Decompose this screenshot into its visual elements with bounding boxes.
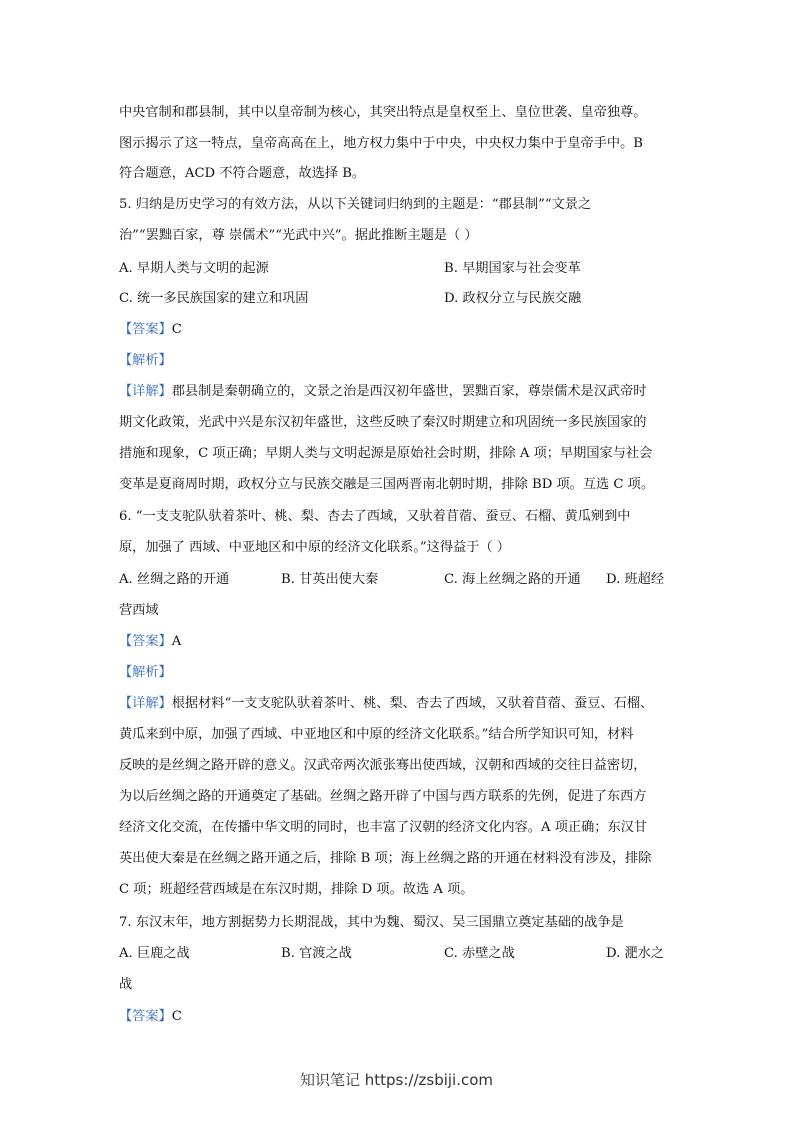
q5-option-c: C. 统一多民族国家的建立和巩固 <box>119 291 309 306</box>
q6-detail-line-6: 英出使大秦是在丝绸之路开通之后，排除 B 项；海上丝绸之路的开通在材料没有涉及，排除 <box>119 851 652 866</box>
q6-detail-line-1 <box>119 694 679 714</box>
q7-option-d-continued: 战 <box>119 977 133 992</box>
intro-line-1: 中央官制和郡县制，其中以皇帝制为核心，其突出特点是皇权至上、皇位世袭、皇帝独尊。 <box>119 105 647 120</box>
q5-detail-line-2: 期文化政策，光武中兴是东汉初年盛世，这些反映了秦汉时期建立和巩固统一多民族国家的 <box>119 415 647 430</box>
answer-tag: 【答案】 <box>119 634 172 649</box>
q5-analysis-heading <box>119 351 679 371</box>
q7-option-b: B. 官渡之战 <box>281 946 352 961</box>
intro-line-2: 图示揭示了这一特点，皇帝高高在上，地方权力集中于中央，中央权力集中于皇帝手中。B <box>119 136 643 151</box>
analysis-tag: 【解析】 <box>119 353 172 368</box>
q5-option-d: D. 政权分立与民族交融 <box>444 291 582 306</box>
q5-detail-line-3: 措施和现象，C 项正确；早期人类与文明起源是原始社会时期，排除 A 项；早期国家与社会 <box>119 446 653 461</box>
q7-option-a: A. 巨鹿之战 <box>119 946 190 961</box>
detail-text: 根据材料“一支支驼队驮着茶叶、桃、梨、杏去了西域，又驮着苜蓿、蚕豆、石榴、 <box>171 696 654 711</box>
q6-option-d-continued: 营西域 <box>119 603 159 618</box>
q6-detail-line-7: C 项；班超经营西域是在东汉时期，排除 D 项。故选 A 项。 <box>119 882 474 897</box>
q6-detail-line-2: 黄瓜来到中原，加强了西域、中亚地区和中原的经济文化联系。”结合所学知识可知，材料 <box>119 727 634 742</box>
q5-stem-line-2: 治”“罢黜百家，尊 崇儒术”“光武中兴”。据此推断主题是（ ） <box>119 228 478 243</box>
q6-detail-line-5: 经济文化交流，在传播中华文明的同时，也丰富了汉朝的经济文化内容。A 项正确；东汉甘 <box>119 820 648 835</box>
q7-option-d: D. 淝水之 <box>606 946 665 961</box>
q6-stem-line-1: 6. “一支支驼队驮着茶叶、桃、梨、杏去了西域，又驮着苜蓿、蚕豆、石榴、黄瓜剜到中 <box>119 509 631 524</box>
q5-detail-line-1 <box>119 382 679 402</box>
analysis-tag: 【解析】 <box>119 665 172 680</box>
q6-detail-line-3: 反映的是丝绸之路开辟的意义。汉武帝两次派张骞出使西域，汉朝和西域的交往日益密切， <box>119 758 647 773</box>
q6-stem-line-2: 原，加强了 西域、中亚地区和中原的经济文化联系。”这得益于（ ） <box>119 540 510 555</box>
q5-stem-line-1: 5. 归纳是历史学习的有效方法，从以下关键词归纳到的主题是：“郡县制”“文景之 <box>119 197 592 212</box>
answer-tag: 【答案】 <box>119 322 172 337</box>
detail-tag: 【详解】 <box>119 384 172 399</box>
answer-tag: 【答案】 <box>119 1009 172 1024</box>
q6-detail-line-4: 为以后丝绸之路的开通奠定了基础。丝绸之路开辟了中国与西方联系的先例，促进了东西方 <box>119 789 647 804</box>
answer-value: A <box>171 634 182 649</box>
q6-option-d: D. 班超经 <box>606 572 665 587</box>
q6-option-a: A. 丝绸之路的开通 <box>119 572 230 587</box>
answer-value: C <box>171 322 182 337</box>
q5-answer <box>119 320 679 340</box>
q7-option-c: C. 赤壁之战 <box>444 946 515 961</box>
q7-answer <box>119 1007 679 1027</box>
detail-text: 郡县制是秦朝确立的，文景之治是西汉初年盛世，罢黜百家，尊崇儒术是汉武帝时 <box>171 384 647 399</box>
detail-tag: 【详解】 <box>119 696 172 711</box>
answer-value: C <box>171 1009 182 1024</box>
q7-stem: 7. 东汉末年，地方割据势力长期混战，其中为魏、蜀汉、吴三国鼎立奠定基础的战争是 <box>119 915 624 930</box>
q6-analysis-heading <box>119 663 679 683</box>
q5-option-b: B. 早期国家与社会变革 <box>444 261 581 276</box>
q5-option-a: A. 早期人类与文明的起源 <box>119 261 269 276</box>
q6-option-c: C. 海上丝绸之路的开通 <box>444 572 581 587</box>
q6-option-b: B. 甘英出使大秦 <box>281 572 379 587</box>
q5-detail-line-4: 变革是夏商周时期，政权分立与民族交融是三国两晋南北朝时期，排除 BD 项。互选 C 项。 <box>119 477 655 492</box>
intro-line-3: 符合题意，ACD 不符合题意，故选择 B。 <box>119 166 366 181</box>
q6-answer <box>119 632 679 652</box>
footer-watermark: 知识笔记 https://zsbiji.com <box>299 1071 494 1089</box>
